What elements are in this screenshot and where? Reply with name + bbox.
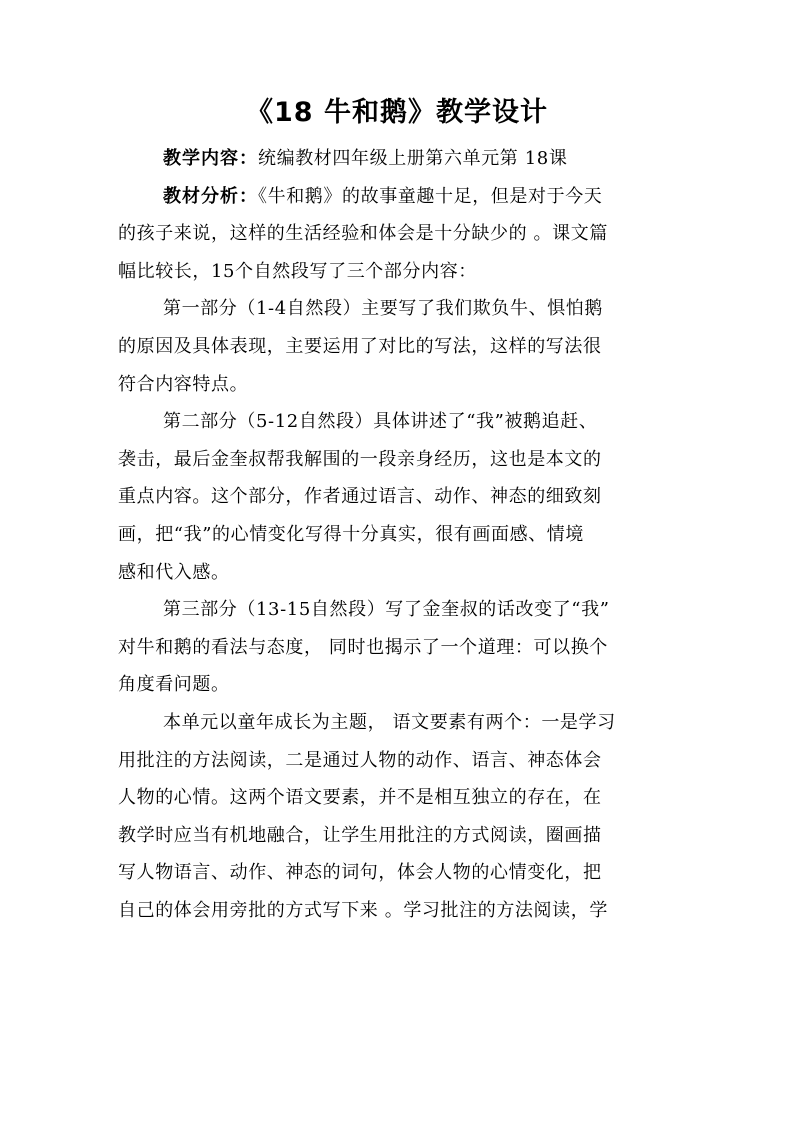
- part2-line-1: 第二部分（5-12自然段）具体讲述了“我”被鹅追赶、: [163, 411, 598, 433]
- unit-line-1: 本单元以童年成长为主题， 语文要素有两个：一是学习: [163, 711, 616, 733]
- part2-line-2: 袭击，最后金奎叔帮我解围的一段亲身经历，这也是本文的: [118, 448, 602, 470]
- document-title: 《18 牛和鹅》教学设计: [246, 97, 548, 128]
- unit-line-2: 用批注的方法阅读，二是通过人物的动作、语言、神态体会: [118, 749, 602, 771]
- unit-line-3: 人物的心情。这两个语文要素，并不是相互独立的存在，在: [118, 787, 602, 809]
- document-body: [118, 140, 680, 929]
- part2-line-5: 感和代入感。: [118, 561, 230, 583]
- part1-line-1: 第一部分（1-4自然段）主要写了我们欺负牛、惧怕鹅: [163, 298, 603, 320]
- teaching-content-text: 统编教材四年级上册第六单元第 18课: [258, 148, 568, 169]
- part3-line-3: 角度看问题。: [118, 674, 230, 696]
- unit-line-4: 教学时应当有机地融合，让学生用批注的方式阅读，圈画描: [118, 824, 602, 846]
- unit-line-5: 写人物语言、动作、神态的词句，体会人物的心情变化，把: [118, 862, 602, 884]
- teaching-content-label: 教学内容：: [163, 148, 258, 169]
- analysis-line-3: 幅比较长，15个自然段写了三个部分内容：: [118, 260, 477, 282]
- analysis-line-1: [118, 178, 680, 216]
- part3-line-2: 对牛和鹅的看法与态度， 同时也揭示了一个道理：可以换个: [118, 636, 608, 658]
- analysis-line-2: 的孩子来说，这样的生活经验和体会是十分缺少的 。课文篇: [118, 223, 608, 245]
- teaching-content-line: [118, 140, 680, 178]
- part3-line-1: 第三部分（13-15自然段）写了金奎叔的话改变了“我”: [163, 599, 610, 621]
- part2-line-4: 画，把“我”的心情变化写得十分真实，很有画面感、情境: [118, 523, 585, 545]
- unit-line-6: 自己的体会用旁批的方式写下来 。学习批注的方法阅读，学: [118, 899, 608, 921]
- analysis-label: 教材分析：: [163, 185, 258, 207]
- part1-line-2: 的原因及具体表现，主要运用了对比的写法，这样的写法很: [118, 335, 602, 357]
- part2-line-3: 重点内容。这个部分，作者通过语言、动作、神态的细致刻: [118, 486, 602, 508]
- part1-line-3: 符合内容特点。: [118, 373, 249, 395]
- analysis-text-1: 《牛和鹅》的故事童趣十足，但是对于今天: [258, 185, 603, 207]
